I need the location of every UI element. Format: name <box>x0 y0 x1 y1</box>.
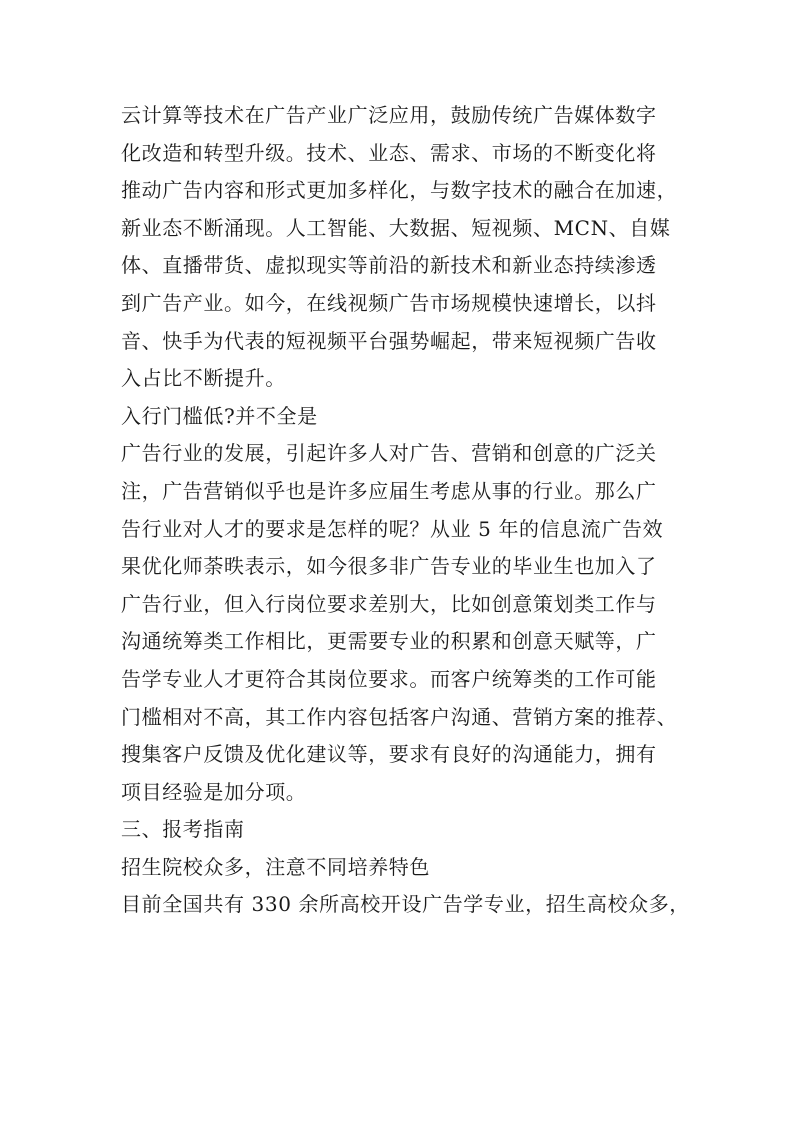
text-line: 广告行业，但入行岗位要求差别大，比如创意策划类工作与 <box>121 591 657 616</box>
paragraph-university-count <box>121 886 690 924</box>
text-line: 新业态不断涌现。人工智能、大数据、短视频、MCN、自媒 <box>121 215 671 240</box>
text-line: 注，广告营销似乎也是许多应届生考虑从事的行业。那么广 <box>121 478 657 503</box>
text-line: 到广告产业。如今，在线视频广告市场规模快速增长，以抖 <box>121 290 657 315</box>
text-line: 沟通统筹类工作相比，更需要专业的积累和创意天赋等，广 <box>121 629 657 654</box>
text-line: 目前全国共有 330 余所高校开设广告学专业，招生高校众多， <box>121 892 690 917</box>
text-line: 入占比不断提升。 <box>121 366 286 391</box>
text-line: 项目经验是加分项。 <box>121 779 307 804</box>
text-line: 体、直播带货、虚拟现实等前沿的新技术和新业态持续渗透 <box>121 253 657 278</box>
heading-text: 招生院校众多，注意不同培养特色 <box>121 854 430 879</box>
text-line: 告行业对人才的要求是怎样的呢？从业 5 年的信息流广告效 <box>121 516 664 541</box>
text-line: 化改造和转型升级。技术、业态、需求、市场的不断变化将 <box>121 140 657 165</box>
text-line: 搜集客户反馈及优化建议等，要求有良好的沟通能力，拥有 <box>121 742 657 767</box>
subheading-universities <box>121 849 681 887</box>
text-line: 推动广告内容和形式更加多样化，与数字技术的融合在加速， <box>121 178 678 203</box>
heading-text: 三、报考指南 <box>121 817 245 842</box>
heading-text: 入行门槛低?并不全是 <box>121 403 318 428</box>
text-line: 告学专业人才更符合其岗位要求。而客户统筹类的工作可能 <box>121 666 657 691</box>
text-line: 门槛相对不高，其工作内容包括客户沟通、营销方案的推荐、 <box>121 704 678 729</box>
section-heading-application-guide <box>121 811 681 849</box>
section-heading-entry-barrier <box>121 398 681 436</box>
paragraph-industry-requirements <box>121 435 681 811</box>
text-line: 果优化师荼昳表示，如今很多非广告专业的毕业生也加入了 <box>121 554 657 579</box>
text-line: 云计算等技术在广告产业广泛应用，鼓励传统广告媒体数字 <box>121 103 657 127</box>
text-line: 音、快手为代表的短视频平台强势崛起，带来短视频广告收 <box>121 328 657 353</box>
text-line: 广告行业的发展，引起许多人对广告、营销和创意的广泛关 <box>121 441 657 466</box>
document-body <box>121 97 690 924</box>
paragraph-digital-transformation <box>121 97 681 398</box>
